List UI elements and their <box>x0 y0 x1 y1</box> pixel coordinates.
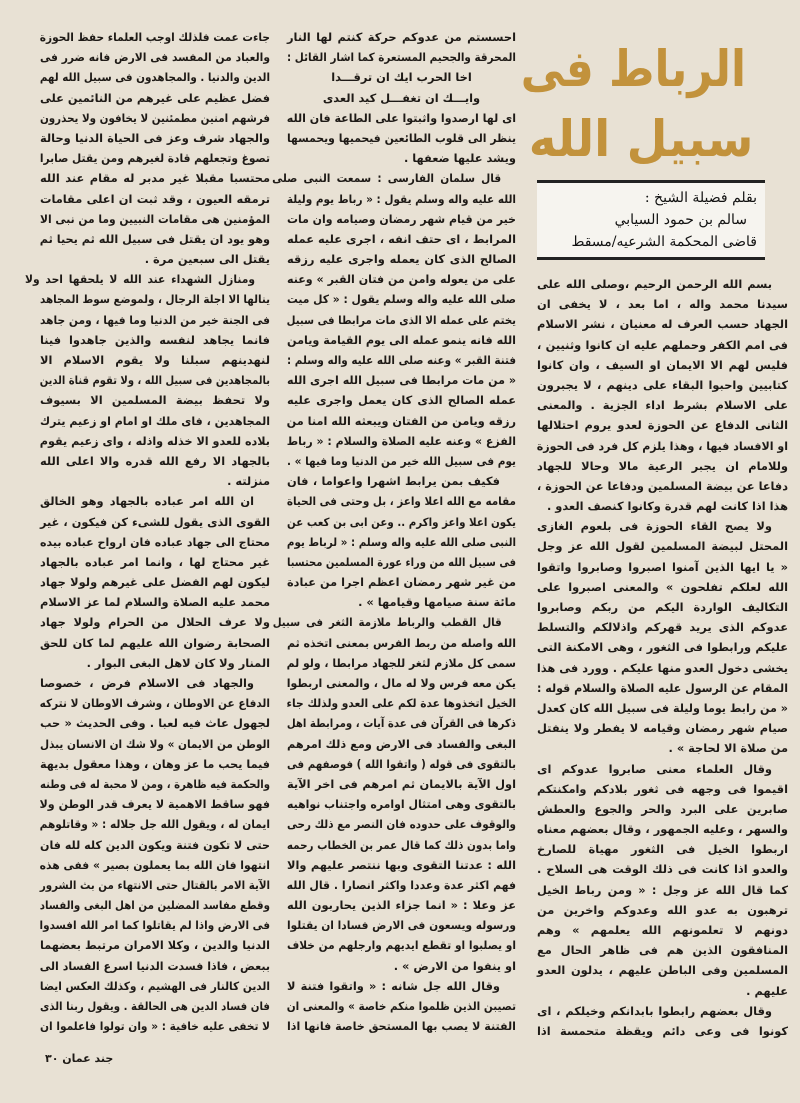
text-line: رزقه ويامن من الفتان ويبعثه الله امنا من <box>286 413 516 428</box>
text-line: الوطن من الايمان » ولا شك ان الانسان يبذل <box>40 736 270 751</box>
text-line: فان فساد الدين هى الحالقة . ويقول ربنا الذى <box>40 999 270 1013</box>
text-line: او يصلبوا او تقطع ايديهم وارجلهم من خلاف <box>287 938 516 953</box>
text-line: ذكرها فى القرآن فى عدة آيات ، ومرابطة اهل <box>286 716 516 731</box>
paragraph <box>537 516 788 758</box>
text-line: الدفاع عن الاوطان ، وشرف الاوطان لا نتركه <box>39 696 270 711</box>
text-line: يكون اعلا واعز واكرم .. وعن ابى بن كعب عن <box>287 514 516 529</box>
text-line: لا تخفى عليه خافية : « وان تولوا فاعلموا ان <box>40 1019 270 1034</box>
text-line: عليكم ورابطوا فى الثغور ، وهى الامكنة التى <box>537 640 788 655</box>
text-line: ولا عرف الحلال من الحرام ولولا جهاد <box>40 615 270 630</box>
text-line: خير من قيام شهر رمضان وصيامه وان مات <box>287 211 516 226</box>
text-line: صيام شهر رمضان وقيامه لا يفطر ولا ينفتل <box>537 721 788 736</box>
text-line: مقامه مع الله اعلا واعز ، بل وحتى فى الحياة <box>286 494 516 509</box>
text-line: بلاده للعدو الا خذله واذله ، واى زعيم يقوم <box>39 433 270 448</box>
text-line: الخيل اتخذوها عدة لكم على العدو ولذلك جاء <box>286 696 516 711</box>
text-line: الدين كالنار فى الهشيم ، وكذلك العكس ايضا <box>39 978 270 993</box>
text-line: يخشى دخول العدو منها عليكم . وورد فى هذا <box>536 660 788 675</box>
text-line: اربطوا الخيل فى الثغور مهياة للصارخ <box>537 842 788 857</box>
paragraph <box>537 1001 788 1041</box>
text-line: « من رابط يوما وليلة فى سبيل الله كان كعدل <box>536 700 788 715</box>
text-line: والوقوف على حدوده فان النصر مع ذلك رحى <box>287 817 516 832</box>
text-line: « من مات مرابطا فى سبيل الله اجرى الله <box>287 373 516 388</box>
text-line: يوم فى سبيل الله خير من الدنيا وما فيها » . <box>286 453 516 468</box>
text-line: التكاليف الواردة اليكم من ربكم وصابروا <box>537 600 788 614</box>
text-line: كما قال الله عز وجل : « ومن رباط الخيل <box>537 882 788 897</box>
text-line: والجهاد شرف وعز فى الحياة الدنيا وحالة <box>40 130 270 145</box>
text-line: الصالح الذى كان يعمله واجرى عليه رزقه <box>287 252 516 267</box>
byline-line: قاضى المحكمة الشرعيه/مسقط <box>571 234 757 250</box>
text-line: ينظر الى قلوب الطائعين فيحميها ويحمسها <box>287 130 516 145</box>
text-line: وايـــك ان تغفـــل كيد العدى <box>322 90 481 105</box>
text-line: فهم اكثر عدة وعددا واكثر انصارا . قال الله <box>286 877 516 892</box>
text-line: يختم على عمله الا الذى مات مرابطا فى سبيل <box>286 312 516 327</box>
text-line: الفزع » وعنه عليه الصلاة والسلام : « رباط <box>286 433 516 448</box>
text-line: الدين والدنيا . والمجاهدون فى سبيل الله لهم <box>39 70 271 85</box>
text-line: فتنة القبر » وعنه صلى الله عليه واله وسلم : <box>287 353 516 367</box>
text-line: الآية الامر بالقتال حتى الانتهاء من بث الشرور <box>39 877 270 892</box>
text-line: احسستم من عدوكم حركة كنتم لها النار <box>287 30 516 44</box>
text-line: صابرين على البرد والحر والجوع والعطش <box>537 801 788 816</box>
text-line: سمى كل ملازم لثغر للجهاد مرابطا ، ولو لم <box>286 655 516 670</box>
paragraph <box>537 274 788 516</box>
text-line: وقطع مفاسد المضلين من اهل البغى والفساد <box>39 898 270 913</box>
text-line: ينالها الا اجلة الرجال ، ولموضع سوط المجاهد <box>40 292 270 307</box>
text-line: محتسبا مقبلا غير مدبر له مقام عند الله <box>40 171 270 186</box>
text-line: ببعض ، فاذا فسدت الدنيا اسرع الفساد الى <box>39 958 271 973</box>
title-line: سبيل الله <box>528 110 754 168</box>
text-line: عليهم . <box>746 983 788 998</box>
text-line: بسم الله الرحمن الرحيم ،وصلى الله على <box>537 277 772 291</box>
text-line: « يا ايها الذين آمنوا اصبروا وصابروا واتقوا <box>537 559 788 574</box>
text-line: الله فانه ينمو عمله الى يوم القيامة ويامن <box>287 332 516 347</box>
paragraph <box>40 27 270 269</box>
text-line: وللامام ان يجبر الرعية مالا وحالا للجهاد <box>537 458 788 473</box>
text-line: فانما يجاهد لنفسه والذين جاهدوا فينا <box>40 332 270 347</box>
text-line: واما بدون ذلك كما قال عمر بن الخطاب رحمه <box>286 837 516 852</box>
text-line: الله واصله من ربط الفرس بمعنى اتخذه ثم <box>287 635 516 650</box>
text-line: الصحابة رضوان الله عليهم لما كان للحق <box>40 635 270 650</box>
text-line: ولا يصح القاء الحوزة فى بلعوم الغازى <box>537 519 772 534</box>
article-title <box>520 34 760 174</box>
text-line: والحكمة فيه ظاهرة ، ومن لا محبة له فى وطنه <box>40 776 270 791</box>
text-line: غير محتاج لها ، وانما امر عباده بالجهاد <box>40 554 270 569</box>
text-line: فى الارض واذا لم يقاتلوا كما امر الله افسدوا <box>39 918 271 933</box>
text-line: الثانى الدفاع عن الحوزة لعدو يروم احتلالها <box>537 418 788 433</box>
text-line: لجهول عاث فيه لعبا . وفى الحديث « حب <box>40 716 270 731</box>
text-line: حتى لا تكون فتنة ويكون الدين كله لله فان <box>40 837 270 852</box>
text-line: المؤمنين هى مقامات النبيين وما من نبى الا <box>40 211 270 226</box>
text-line: ولا تحفظ بيضة المسلمين الا بسيوف <box>40 393 270 408</box>
text-line: المرابط ، اى حتف انفه ، اجرى عليه عمله <box>287 231 516 246</box>
text-line: على الاسلام بشرط اداء الجزية . والمعنى <box>537 398 788 413</box>
text-line: فليس لهم الا الايمان او السيف ، وان كانوا <box>537 357 788 372</box>
text-line: كونوا فى وعى دائم ويقظة متحمسة اذا <box>537 1023 788 1038</box>
paragraph <box>287 108 516 169</box>
paragraph <box>287 976 516 1037</box>
text-line: من غير شهر رمضان اعظم اجرا من عبادة <box>287 575 516 590</box>
text-line: المسلمين وفى الباطن عليهم ، يدلون العدو <box>537 963 788 978</box>
text-line: قال القطب والرباط ملازمة الثغر فى سبيل <box>272 615 502 630</box>
text-line: قال سلمان الفارسى : سمعت النبى صلى <box>272 171 502 186</box>
paragraph <box>287 27 516 67</box>
text-line: انتهوا فان الله بما يعملون بصير » ففى هذه <box>39 857 271 872</box>
text-line: ترمقه العيون ، وقد ثبت ان اعلى مقامات <box>40 191 270 206</box>
text-line: ترهبون به عدو الله وعدوكم واخرين من <box>537 902 788 917</box>
text-line: المنافقون الذين هم فى ظاهر الحال مع <box>537 943 788 958</box>
text-line: عمله الصالح الذى كان يعمل واجرى عليه <box>287 393 516 408</box>
text-line: فيما يحب ما عز وهان ، وهذا معقول بديهة <box>40 756 270 771</box>
text-line: الجهاد حسب العرف له معنيان ، نشر الاسلام <box>537 317 788 332</box>
paragraph <box>24 269 271 491</box>
text-line: المحتل لبيضة المسلمين لقول الله عز وجل <box>537 539 788 554</box>
text-line: والعدو اذا كانت فى ذلك الوقت هى السلاح . <box>537 862 788 877</box>
text-line: بالتقوى وهى امتثال اوامره واجتناب نواهيه <box>287 797 516 812</box>
text-line: فرشهم امنين مطمئنين لا يخافون ولا يحذرون <box>39 110 271 125</box>
text-line: الدنيا والدين ، وكلا الامران مرتبط بعضهما <box>40 938 270 953</box>
text-column-right <box>537 274 788 1041</box>
text-line: محتاج الى جهاد عباده فان ارواح عباده بيده <box>40 534 270 549</box>
paragraph <box>287 67 516 107</box>
text-line: الله لعلكم تفلحون » والمعنى اصبروا على <box>537 579 788 594</box>
text-line: جاءت عمت فلذلك اوجب العلماء حفظ الحوزة <box>39 30 270 44</box>
text-line: المقام عن الرسول عليه الصلاة والسلام قوله : <box>537 680 788 695</box>
text-line: كتابيين واحبوا البقاء على دينهم ، لا يجبرون <box>537 377 788 392</box>
byline-line: بقلم فضيلة الشيخ : <box>644 190 757 206</box>
text-line: والجهاد فى الاسلام فرض ، خصوصا <box>40 676 254 690</box>
text-line: يكن معه فرس ولا له مال ، والمعنى اربطوا <box>286 676 516 690</box>
text-line: يقتل الى سبعين مرة . <box>144 252 270 267</box>
paragraph <box>272 612 516 975</box>
text-line: ومنازل الشهداء عند الله لا يلحقها احد ولا <box>24 272 255 287</box>
text-line: او ينفوا من الارض » . <box>393 958 516 973</box>
text-line: منزلته . <box>227 474 270 489</box>
paragraph <box>272 168 516 471</box>
text-line: فهو ساقط الاهمية لا يعرف قدر الوطن ولا <box>39 797 270 812</box>
text-line: اى لها ارصدوا واثبتوا على الطاعة فان الله <box>286 110 516 125</box>
text-line: ويشد عليها ضعفها . <box>403 151 516 166</box>
text-line: فكيف بمن يرابط اشهرا واعواما ، فان <box>287 474 500 489</box>
text-line: عز وعلا : « انما جزاء الذين يحاربون الله <box>287 898 516 913</box>
text-line: والعباد من المفسد فى الارض فانه ضرر فى <box>40 50 270 65</box>
text-line: وقال العلماء معنى صابروا عدوكم اى <box>537 761 772 776</box>
text-line: وقال الله جل شانه : « واتقوا فتنة لا <box>287 978 500 993</box>
text-line: فضل عظيم على غيرهم من النائمين على <box>40 90 270 105</box>
text-line: دفاعا عن بيضة المسلمين ودفاعا عن الحوزة ، <box>537 478 788 493</box>
paragraph <box>287 471 516 612</box>
text-line: او الافساد فيها ، وهذا يلزم كل فرد فى الحوزة <box>536 438 788 453</box>
text-column-left <box>24 27 271 1036</box>
text-line: محمد عليه الصلاة والسلام لما عز الاسلام <box>40 595 270 610</box>
text-line: صلى الله عليه واله وسلم يقول : « كل ميت <box>287 292 516 307</box>
text-line: ان الله امر عباده بالجهاد وهو الخالق <box>40 494 254 509</box>
text-line: ليكون لهم الفضل على غيرهم ولولا جهاد <box>40 575 270 590</box>
text-line: ايمان له ، ويقول الله جل جلاله : « وقاتلوهم <box>39 817 270 832</box>
text-line: سيدنا محمد واله ، اما بعد ، لا يخفى ان <box>537 297 788 312</box>
text-line: بالجهاد الا رفع الله قدره والا اعلى الله <box>40 453 270 468</box>
text-line: تصوغ وتجعلهم قادة لغيرهم ومن يقتل صابرا <box>39 151 270 166</box>
text-line: المحرقة والجحيم المستعرة كما اشار القائل : <box>287 50 516 65</box>
title-line: الرباط فى <box>520 40 746 98</box>
text-line: البغى والفساد فى الارض ومع ذلك امرهم <box>287 736 516 751</box>
text-line: اقيموا فى وجهه فى ثغور بلادكم وامكنتكم <box>537 781 788 796</box>
text-line: فى سبيل الله من وراء عورة المسلمين محتسبا <box>286 554 516 569</box>
text-line: الله عليه واله وسلم يقول : « رباط يوم وليلة <box>286 191 516 206</box>
text-line: النبى صلى الله عليه واله وسلم : « لرباط يوم <box>286 534 516 549</box>
text-line: بالتقوى فى قوله ( واتقوا الله ) فوصفهم فى <box>287 756 516 771</box>
text-line: دونهم لا تعلمونهم الله يعلمهم » وهم <box>537 923 788 937</box>
text-line: على من يعوله وامن من فتان القبر » وعنه <box>287 272 516 287</box>
text-line: والسهر ، وعليه الجمهور ، وقال بعضهم معناه <box>537 822 788 837</box>
text-line: المجاهدين ، فاى ملك او امام او زعيم يترك <box>40 413 270 428</box>
text-line: وقال بعضهم رابطوا بابدانكم وخيلكم ، اى <box>537 1003 772 1018</box>
text-line: لنهدينهم سبلنا ولا يقوم الاسلام الا <box>40 353 270 367</box>
text-line: القوى الذى يقول للشىء كن فيكون ، غير <box>40 514 270 529</box>
text-line: اول الآية بالايمان ثم امرهم فى اخر الآية <box>287 776 516 791</box>
page-footer: جند عمان ٣٠ <box>45 1052 114 1065</box>
text-line: الفتنة لا يصب بها المستحق خاصة فانها اذا <box>287 1019 516 1034</box>
paragraph <box>40 673 270 1036</box>
text-line: الله : عدتنا التقوى وبها ننتصر عليهم والا <box>287 857 516 872</box>
paragraph <box>40 491 270 673</box>
text-line: هذا اذا كانت لهم قدرة وكانوا كنصف العدو . <box>546 499 788 514</box>
author-byline <box>537 180 765 260</box>
text-line: اخا الحرب ايك ان ترقـــدا <box>331 70 472 85</box>
text-line: فى الجنة خير من الدنيا وما فيها ، ومن جاهد <box>40 312 270 327</box>
text-line: مائة سنة صيامها وقيامها » . <box>358 595 516 610</box>
text-line: تصيبن الذين ظلموا منكم خاصة » والمعنى ان <box>286 999 516 1013</box>
paragraph <box>537 759 788 1001</box>
text-line: عدوكم الذى يريد قهركم واذلالكم والتسلط <box>537 620 788 635</box>
text-line: بالمجاهدين فى سبيل الله ، ولا تقوم قناة الدين <box>39 373 271 388</box>
text-line: فى امم الكفر وحملهم عليه ان كانوا وثنيين ، <box>537 337 788 352</box>
text-line: وهو يود ان يقتل فى سبيل الله ثم يحيا ثم <box>39 231 271 246</box>
text-line: من صلاة الا لحاجة » . <box>668 741 788 756</box>
text-line: ورسوله ويسعون فى الارض فسادا ان يقتلوا <box>287 918 516 933</box>
text-line: المنار ولا كان لاهل البغى البوار . <box>86 655 270 670</box>
byline-line: سالم بن حمود السيابي <box>614 212 747 228</box>
text-column-middle <box>272 27 516 1036</box>
